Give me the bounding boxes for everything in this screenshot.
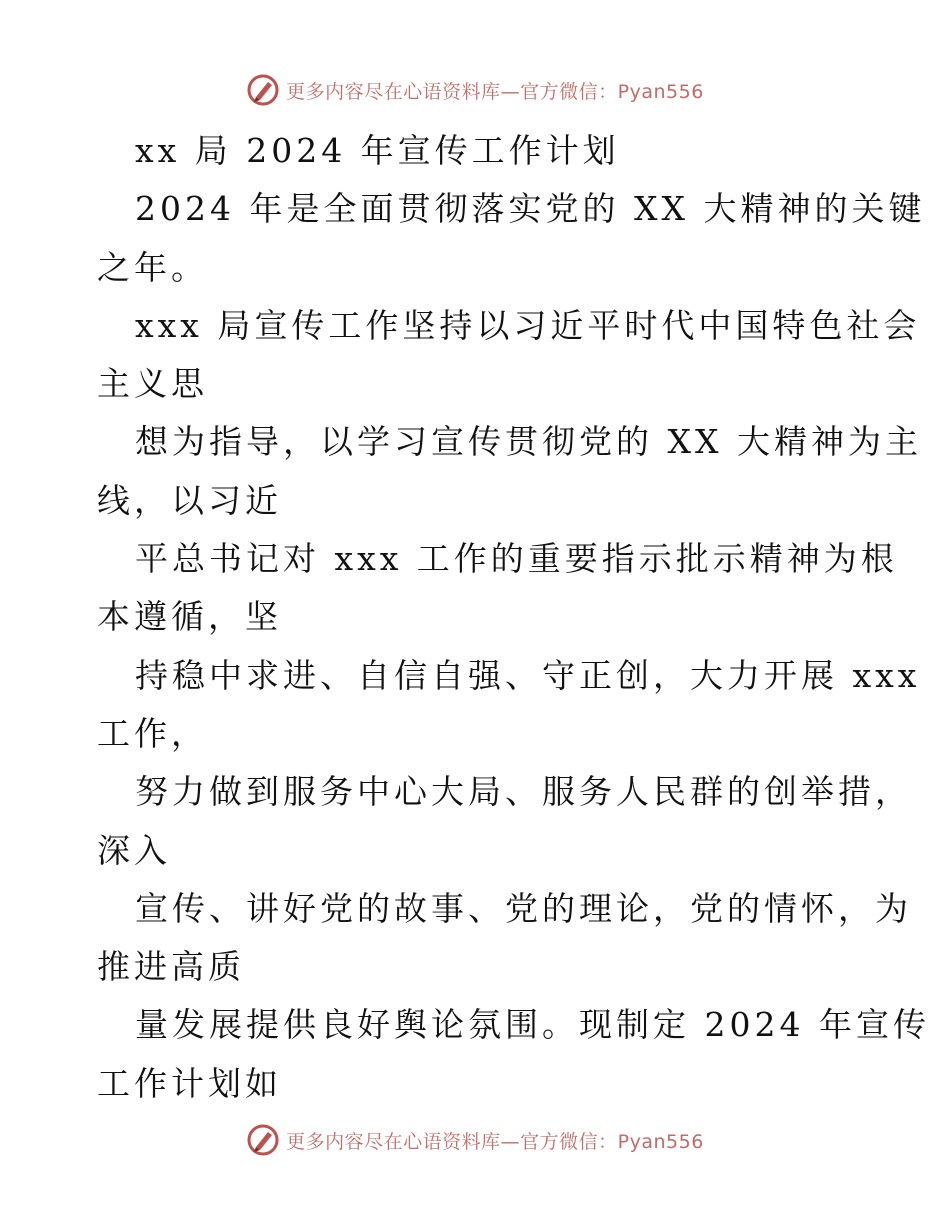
doc-line: 量发展提供良好舆论氛围。现制定 2024 年宣传 <box>135 1005 930 1045</box>
pen-logo-icon <box>246 1123 280 1157</box>
watermark-text: 更多内容尽在心语资料库—官方微信：Pyan556 <box>286 1130 704 1153</box>
doc-line: 努力做到服务中心大局、服务人民群的创举措， <box>135 772 912 812</box>
doc-line: 工作计划如 <box>97 1063 282 1103</box>
doc-line: 2024 年是全面贯彻落实党的 XX 大精神的关键 <box>135 189 926 229</box>
doc-line: 本遵循，坚 <box>97 597 282 637</box>
doc-line: xx 局 2024 年宣传工作计划 <box>135 131 620 170</box>
doc-line: 宣传、讲好党的故事、党的理论，党的情怀，为 <box>135 888 912 928</box>
doc-line: 工作， <box>97 713 208 753</box>
watermark-footer <box>0 1120 950 1160</box>
pen-logo-icon <box>246 73 280 107</box>
doc-line: xxx 局宣传工作坚持以习近平时代中国特色社会 <box>135 305 921 345</box>
doc-line: 推进高质 <box>97 947 245 987</box>
doc-line: 平总书记对 xxx 工作的重要指示批示精神为根 <box>135 539 898 579</box>
watermark-text: 更多内容尽在心语资料库—官方微信：Pyan556 <box>286 80 704 103</box>
doc-line: 之年。 <box>97 247 208 287</box>
doc-line: 想为指导，以学习宣传贯彻党的 XX 大精神为主 <box>135 422 922 462</box>
doc-line: 深入 <box>97 830 171 870</box>
doc-line: 线，以习近 <box>97 480 282 520</box>
watermark-header <box>0 70 950 110</box>
doc-line: 主义思 <box>97 364 208 404</box>
doc-line: 持稳中求进、自信自强、守正创，大力开展 xxx <box>135 655 921 695</box>
document-body <box>97 122 930 1113</box>
